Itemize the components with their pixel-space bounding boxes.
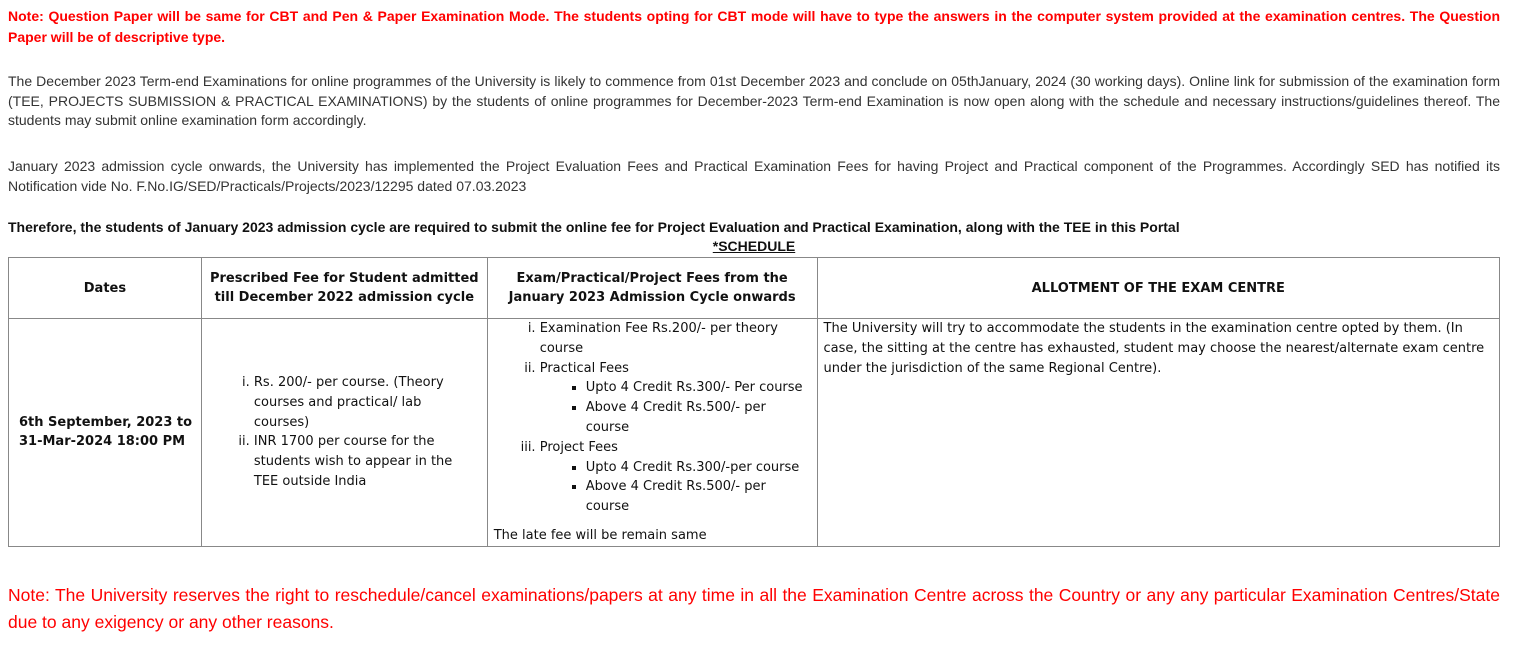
- list-item: i. Rs. 200/- per course. (Theory courses and practical/ lab courses): [254, 373, 481, 432]
- practical-fees-label: Practical Fees: [539, 360, 629, 376]
- reschedule-note: Note: The University reserves the right to reschedule/cancel examinations/papers at any time in all the Examination Centre across the Country or any any particular Examination Centres/State due to any exigency or any other reasons.: [8, 585, 1500, 632]
- header-allotment: ALLOTMENT OF THE EXAM CENTRE: [817, 258, 1499, 319]
- term-end-paragraph: The December 2023 Term-end Examinations for online programmes of the University is likely to commence from 01st December 2023 and conclude on 05thJanuary, 2024 (30 working days). Online link for submission of the examination form (TEE, PROJECTS SUBMISSION & PRACTICAL EXAMINATIONS) by the students of online programmes for December-2023 Term-end Examination is now open along with the schedule and necessary instructions/guidelines thereof. The students may submit online examination form accordingly.: [8, 73, 1500, 128]
- cbt-note: Note: Question Paper will be same for CBT and Pen & Paper Examination Mode. The students opting for CBT mode will have to type the answers in the computer system provided at the examination centres. The Question Paper will be of descriptive type.: [8, 8, 1500, 45]
- header-prescribed-fee: Prescribed Fee for Student admitted till December 2022 admission cycle: [201, 258, 487, 319]
- list-item: ▪ Upto 4 Credit Rs.300/-per course: [586, 458, 811, 478]
- project-fee-paragraph: January 2023 admission cycle onwards, the University has implemented the Project Evaluation Fees and Practical Examination Fees for having Project and Practical component of the Programmes. Accordingly SED has notified its Notification vide No. F.No.IG/SED/Practicals/Projects/2023/12295 dated 07.03.2023: [8, 158, 1500, 194]
- exam-notice-page: [8, 6, 1500, 632]
- cell-exam-fees: [487, 319, 817, 547]
- list-item: [540, 359, 811, 438]
- header-exam-fees: Exam/Practical/Project Fees from the January 2023 Admission Cycle onwards: [487, 258, 817, 319]
- practical-fees-sublist: [540, 378, 811, 437]
- cell-dates: 6th September, 2023 to 31-Mar-2024 18:00 PM: [9, 319, 202, 547]
- exam-fees-list: [494, 319, 811, 517]
- list-item: ▪ Upto 4 Credit Rs.300/- Per course: [586, 378, 811, 398]
- prescribed-fee-list: [208, 373, 481, 492]
- therefore-notice: Therefore, the students of January 2023 admission cycle are required to submit the online fee for Project Evaluation and Practical Examination, along with the TEE in this Portal: [8, 219, 1180, 235]
- schedule-table: [8, 257, 1500, 547]
- list-item: ii. INR 1700 per course for the students wish to appear in the TEE outside India: [254, 432, 481, 491]
- list-item: i. Examination Fee Rs.200/- per theory course: [540, 319, 811, 359]
- table-row: [9, 319, 1500, 547]
- project-fees-sublist: [540, 458, 811, 517]
- header-dates: Dates: [9, 258, 202, 319]
- project-fees-label: Project Fees: [539, 439, 618, 455]
- list-item: ▪ Above 4 Credit Rs.500/- per course: [586, 477, 811, 517]
- list-item: ▪ Above 4 Credit Rs.500/- per course: [586, 398, 811, 438]
- table-header-row: [9, 258, 1500, 319]
- late-fee-note: The late fee will be remain same: [493, 527, 707, 543]
- cell-allotment: The University will try to accommodate the students in the examination centre opted by them. (In case, the sitting at the centre has exhausted, student may choose the nearest/alternate exam centre under the jurisdiction of the same Regional Centre).: [817, 319, 1499, 547]
- schedule-title: *SCHEDULE: [712, 238, 796, 254]
- cell-prescribed-fee: [201, 319, 487, 547]
- list-item: [540, 438, 811, 517]
